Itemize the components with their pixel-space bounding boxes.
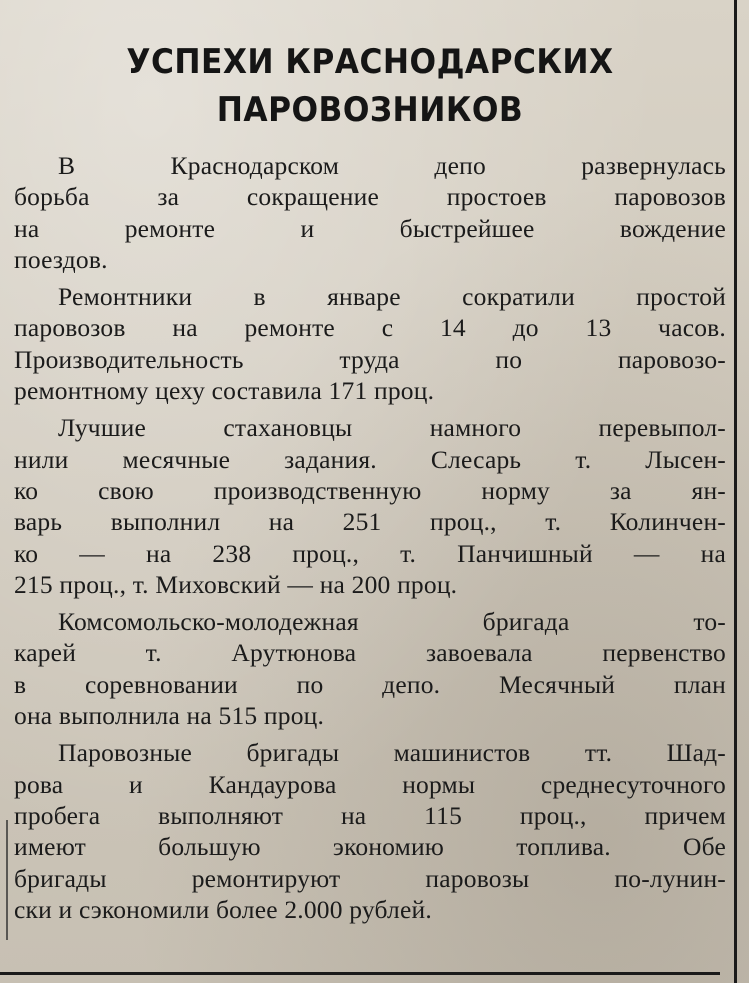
text-line: 215 проц., т. Миховский — на 200 проц.	[14, 569, 458, 599]
text-line: рова и Кандаурова нормы среднесуточного	[14, 769, 726, 799]
text-line: на ремонте и быстрейшее вождение	[14, 213, 726, 243]
headline-line-2: ПАРОВОЗНИКОВ	[216, 90, 524, 130]
paragraph-5	[14, 737, 726, 925]
text-line: Паровозные бригады машинистов тт. Шад-	[58, 738, 726, 768]
text-line: в соревновании по депо. Месячный план	[14, 669, 726, 699]
column-rule-left	[6, 820, 8, 940]
text-line: Комсомольско-молодежная бригада то-	[58, 607, 726, 637]
text-line: В Краснодарском депо развернулась	[58, 151, 726, 180]
text-line: карей т. Арутюнова завоевала первенство	[14, 638, 726, 668]
text-line: варь выполнил на 251 проц., т. Колинчен-	[14, 507, 726, 537]
paragraph-4	[14, 606, 726, 731]
text-line: имеют большую экономию топлива. Обе	[14, 832, 726, 862]
text-line: поездов.	[14, 244, 108, 274]
text-line: ко — на 238 проц., т. Панчишный — на	[14, 538, 726, 568]
text-line: ски и сэкономили более 2.000 рублей.	[14, 894, 432, 924]
text-line: Производительность труда по паровозо-	[14, 344, 726, 374]
text-line: пробега выполняют на 115 проц., причем	[14, 800, 726, 830]
text-line: ко свою производственную норму за ян-	[14, 475, 726, 505]
column-rule-bottom	[0, 972, 720, 975]
paragraph-2	[14, 281, 726, 406]
text-line: Лучшие стахановцы намного перевыпол-	[58, 413, 726, 443]
text-line: ремонтному цеху составила 171 проц.	[14, 376, 435, 406]
column-rule-right	[734, 0, 737, 983]
article-headline	[0, 38, 740, 134]
text-line: борьба за сокращение простоев паровозов	[14, 182, 726, 212]
text-line: паровозов на ремонте с 14 до 13 часов.	[14, 313, 726, 343]
paragraph-1	[14, 150, 726, 275]
article-body	[14, 150, 726, 931]
text-line: бригады ремонтируют паровозы по-лунин-	[14, 863, 726, 893]
text-line: Ремонтники в январе сократили простой	[58, 282, 726, 312]
text-line: она выполнила на 515 проц.	[14, 701, 325, 731]
paragraph-3	[14, 412, 726, 600]
text-line: нили месячные задания. Слесарь т. Лысен-	[14, 444, 726, 474]
headline-line-1: УСПЕХИ КРАСНОДАРСКИХ	[126, 42, 614, 82]
